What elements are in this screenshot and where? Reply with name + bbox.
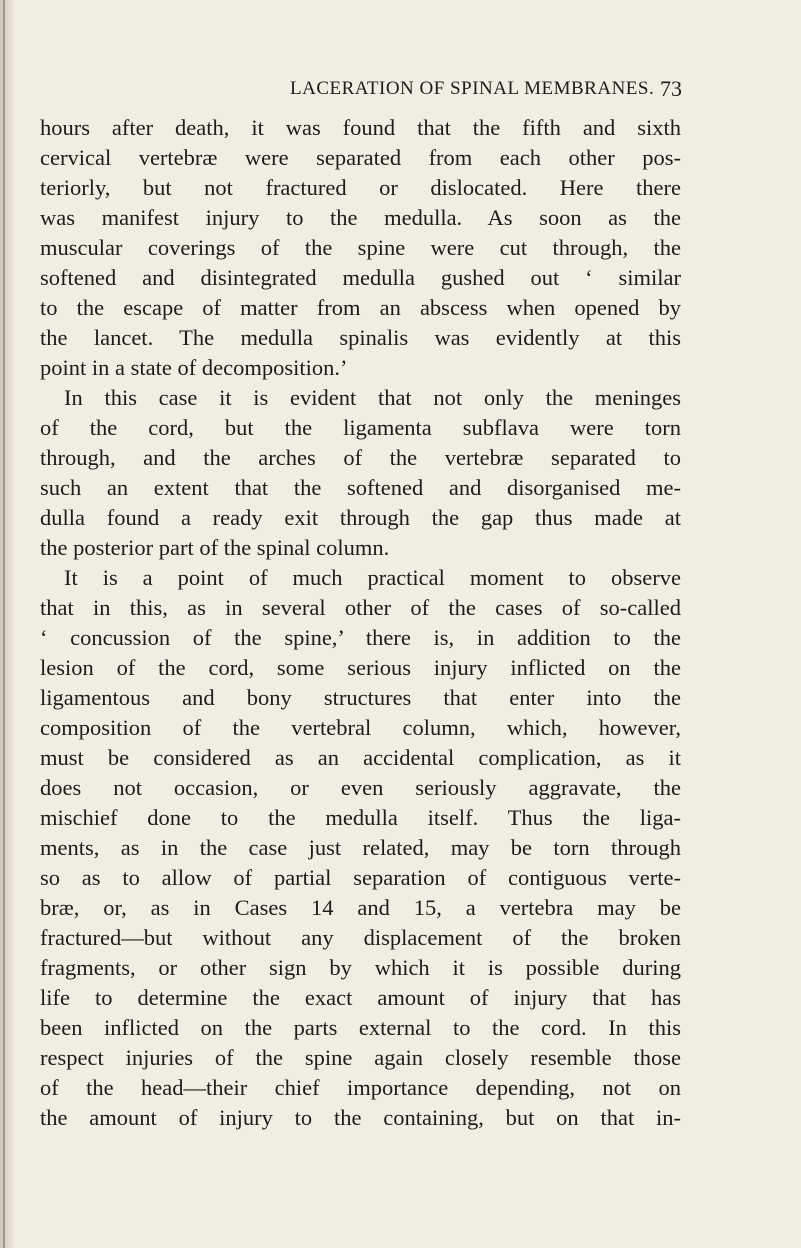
page-gutter-line <box>3 0 5 1248</box>
text-line: hours after death, it was found that the fifth and sixth <box>40 115 681 140</box>
text-line: must be considered as an accidental complication, as it <box>40 745 681 770</box>
paragraph-start: In this case it is evident that not only the meninges <box>64 385 681 410</box>
text-line: muscular coverings of the spine were cut through, the <box>40 235 681 260</box>
text-line: mischief done to the medulla itself. Thus the liga- <box>40 805 681 830</box>
text-line: composition of the vertebral column, which, however, <box>40 715 681 740</box>
text-line: dulla found a ready exit through the gap thus made at <box>40 505 681 530</box>
text-line: that in this, as in several other of the cases of so-called <box>40 595 681 620</box>
paragraph-start: It is a point of much practical moment to observe <box>64 565 681 590</box>
page-header <box>0 78 801 108</box>
text-line: fractured—but without any displacement of the broken <box>40 925 681 950</box>
page-number: 73 <box>660 76 682 101</box>
text-line: ‘ concussion of the spine,’ there is, in addition to the <box>40 625 681 650</box>
running-head: LACERATION OF SPINAL MEMBRANES. <box>290 78 655 99</box>
text-line: such an extent that the softened and disorganised me- <box>40 475 681 500</box>
text-line: softened and disintegrated medulla gushed out ‘ similar <box>40 265 681 290</box>
text-line: respect injuries of the spine again closely resemble those <box>40 1045 681 1070</box>
text-line: lesion of the cord, some serious injury inflicted on the <box>40 655 681 680</box>
text-line: the lancet. The medulla spinalis was evidently at this <box>40 325 681 350</box>
text-line: of the cord, but the ligamenta subflava were torn <box>40 415 681 440</box>
text-line: fragments, or other sign by which it is possible during <box>40 955 681 980</box>
text-line: cervical vertebræ were separated from each other pos- <box>40 145 681 170</box>
text-line: bræ, or, as in Cases 14 and 15, a vertebra may be <box>40 895 681 920</box>
text-line: point in a state of decomposition.’ <box>40 355 348 380</box>
text-line: ments, as in the case just related, may be torn through <box>40 835 681 860</box>
text-line: to the escape of matter from an abscess when opened by <box>40 295 681 320</box>
body-text <box>40 113 681 1133</box>
text-line: does not occasion, or even seriously aggravate, the <box>40 775 681 800</box>
text-line: been inflicted on the parts external to the cord. In this <box>40 1015 681 1040</box>
text-line: of the head—their chief importance depending, not on <box>40 1075 681 1100</box>
text-line: teriorly, but not fractured or dislocated. Here there <box>40 175 681 200</box>
text-line: was manifest injury to the medulla. As soon as the <box>40 205 681 230</box>
text-line: through, and the arches of the vertebræ separated to <box>40 445 681 470</box>
text-line: life to determine the exact amount of injury that has <box>40 985 681 1010</box>
text-line: ligamentous and bony structures that enter into the <box>40 685 681 710</box>
text-line: the amount of injury to the containing, but on that in- <box>40 1105 681 1130</box>
text-line: so as to allow of partial separation of contiguous verte- <box>40 865 681 890</box>
text-line: the posterior part of the spinal column. <box>40 535 390 560</box>
